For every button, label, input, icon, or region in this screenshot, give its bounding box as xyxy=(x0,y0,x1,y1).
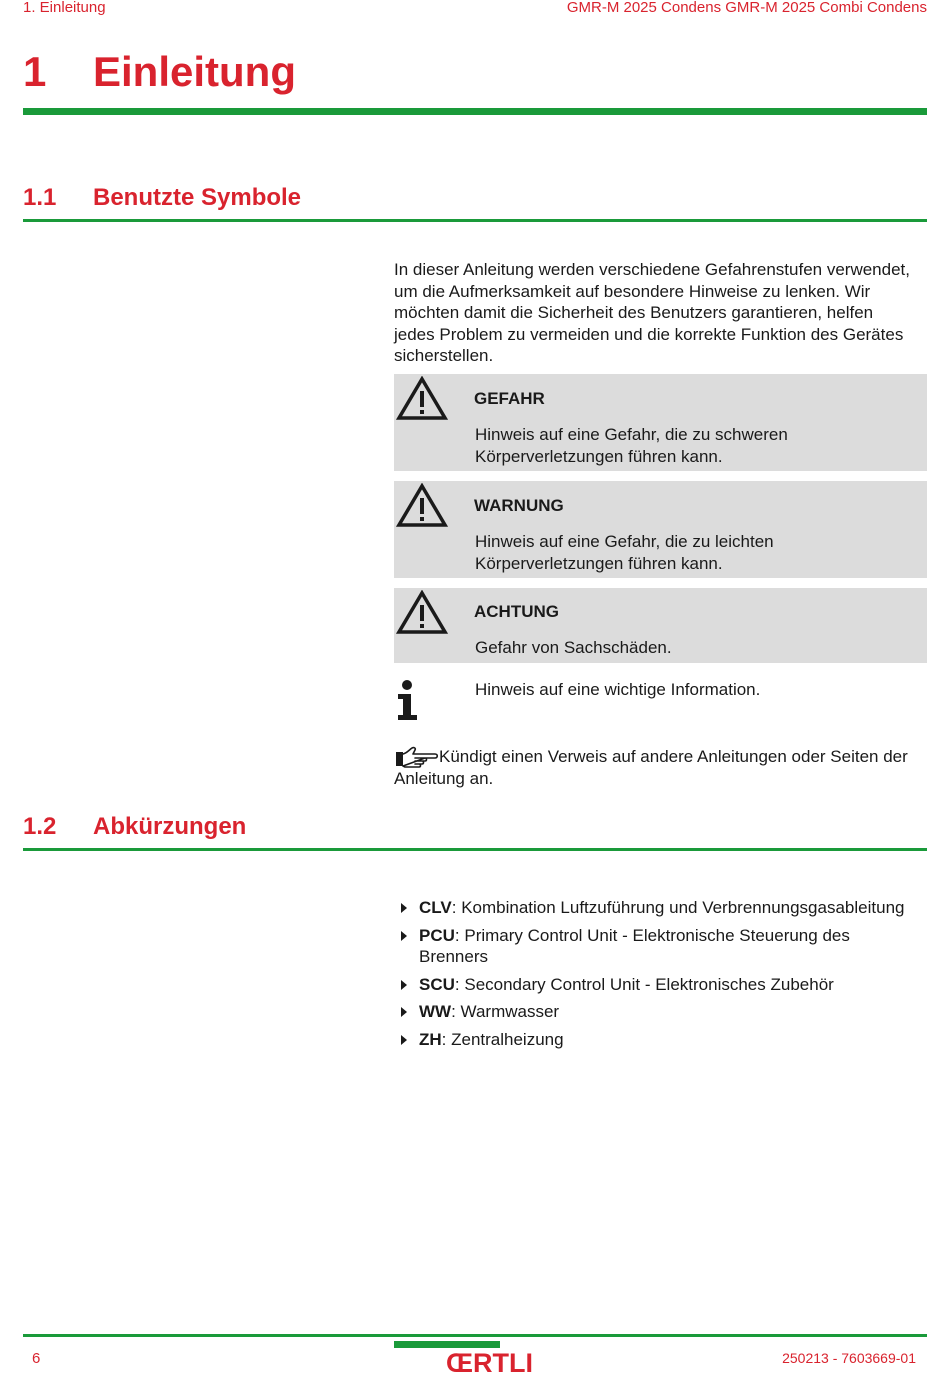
chapter-number: 1 xyxy=(23,48,47,95)
section-number-1-1: 1.1 xyxy=(23,184,57,211)
chapter-title: Einleitung xyxy=(93,48,296,95)
abbreviation: ZH xyxy=(419,1029,442,1049)
intro-line: möchten damit die Sicherheit des Benutzers garantieren, helfen xyxy=(394,303,874,322)
abbreviation-definition: : Primary Control Unit - Elektronische Steuerung des xyxy=(454,925,850,945)
notice-line: Hinweis auf eine Gefahr, die zu leichten xyxy=(475,532,774,551)
running-header-product: GMR-M 2025 Condens GMR-M 2025 Combi Condens xyxy=(566,0,927,16)
document-reference: 250213 - 7603669-01 xyxy=(782,1350,916,1366)
notice-line: Gefahr von Sachschäden. xyxy=(475,638,672,657)
notice-label-caution: ACHTUNG xyxy=(474,602,559,621)
running-header-section: 1. Einleitung xyxy=(23,0,106,16)
bullet-triangle-icon xyxy=(401,1035,407,1045)
pointing-hand-icon xyxy=(395,746,439,768)
info-icon xyxy=(396,680,420,722)
notice-caution xyxy=(394,588,927,663)
reference-text-line1: Kündigt einen Verweis auf andere Anleitungen oder Seiten der xyxy=(439,747,908,766)
abbreviation-definition: : Warmwasser xyxy=(451,1002,560,1021)
footer-rule xyxy=(23,1334,927,1337)
notice-line: Hinweis auf eine Gefahr, die zu schweren xyxy=(475,425,788,444)
abbreviation: WW xyxy=(419,1002,452,1021)
warning-triangle-icon xyxy=(396,590,448,636)
page-number: 6 xyxy=(32,1350,41,1367)
notice-label-warning: WARNUNG xyxy=(474,496,564,515)
abbreviation-definition: : Zentralheizung xyxy=(441,1029,564,1049)
section-number-1-2: 1.2 xyxy=(23,813,57,840)
abbreviation: SCU xyxy=(419,974,455,994)
list-item xyxy=(398,1001,928,1023)
notice-warning xyxy=(394,481,927,578)
intro-line: In dieser Anleitung werden verschiedene Gefahrenstufen verwendet, xyxy=(394,260,910,279)
section-title-1-1: Benutzte Symbole xyxy=(93,184,302,211)
notice-line: Körperverletzungen führen kann. xyxy=(475,446,723,466)
notice-danger xyxy=(394,374,927,471)
intro-line: um die Aufmerksamkeit auf besondere Hinweise zu lenken. Wir xyxy=(394,281,871,301)
bullet-triangle-icon xyxy=(401,980,407,990)
intro-line: jedes Problem zu vermeiden und die korrekte Funktion des Gerätes xyxy=(394,324,904,344)
abbreviation-definition: : Kombination Luftzuführung und Verbrennungsgasableitung xyxy=(451,898,905,917)
warning-triangle-icon xyxy=(396,376,448,422)
notice-line: Körperverletzungen führen kann. xyxy=(475,553,723,573)
abbreviation-definition: : Secondary Control Unit - Elektronisches Zubehör xyxy=(454,974,834,994)
abbreviation-definition-cont: Brenners xyxy=(419,947,488,966)
abbreviation-list xyxy=(398,897,928,1056)
section-rule-1-1 xyxy=(23,219,927,222)
list-item xyxy=(398,1029,928,1051)
warning-triangle-icon xyxy=(396,483,448,529)
logo-bar xyxy=(394,1341,500,1348)
list-item xyxy=(398,974,928,996)
bullet-triangle-icon xyxy=(401,903,407,913)
abbreviation: CLV xyxy=(419,898,452,917)
reference-text-line2: Anleitung an. xyxy=(394,769,494,788)
bullet-triangle-icon xyxy=(401,931,407,941)
info-text: Hinweis auf eine wichtige Information. xyxy=(475,680,761,699)
notice-text-caution xyxy=(475,637,672,659)
list-item xyxy=(398,897,928,919)
abbreviation: PCU xyxy=(419,925,455,945)
section-title-1-2: Abkürzungen xyxy=(93,813,247,840)
section-rule-1-2 xyxy=(23,848,927,851)
chapter-rule xyxy=(23,108,927,115)
intro-line: sicherstellen. xyxy=(394,346,494,365)
notice-text-danger xyxy=(475,424,788,467)
brand-logo: ŒRTLI xyxy=(446,1348,533,1378)
intro-paragraph xyxy=(394,259,934,367)
bullet-triangle-icon xyxy=(401,1007,407,1017)
notice-label-danger: GEFAHR xyxy=(474,389,545,408)
list-item xyxy=(398,925,928,968)
notice-text-warning xyxy=(475,531,774,574)
